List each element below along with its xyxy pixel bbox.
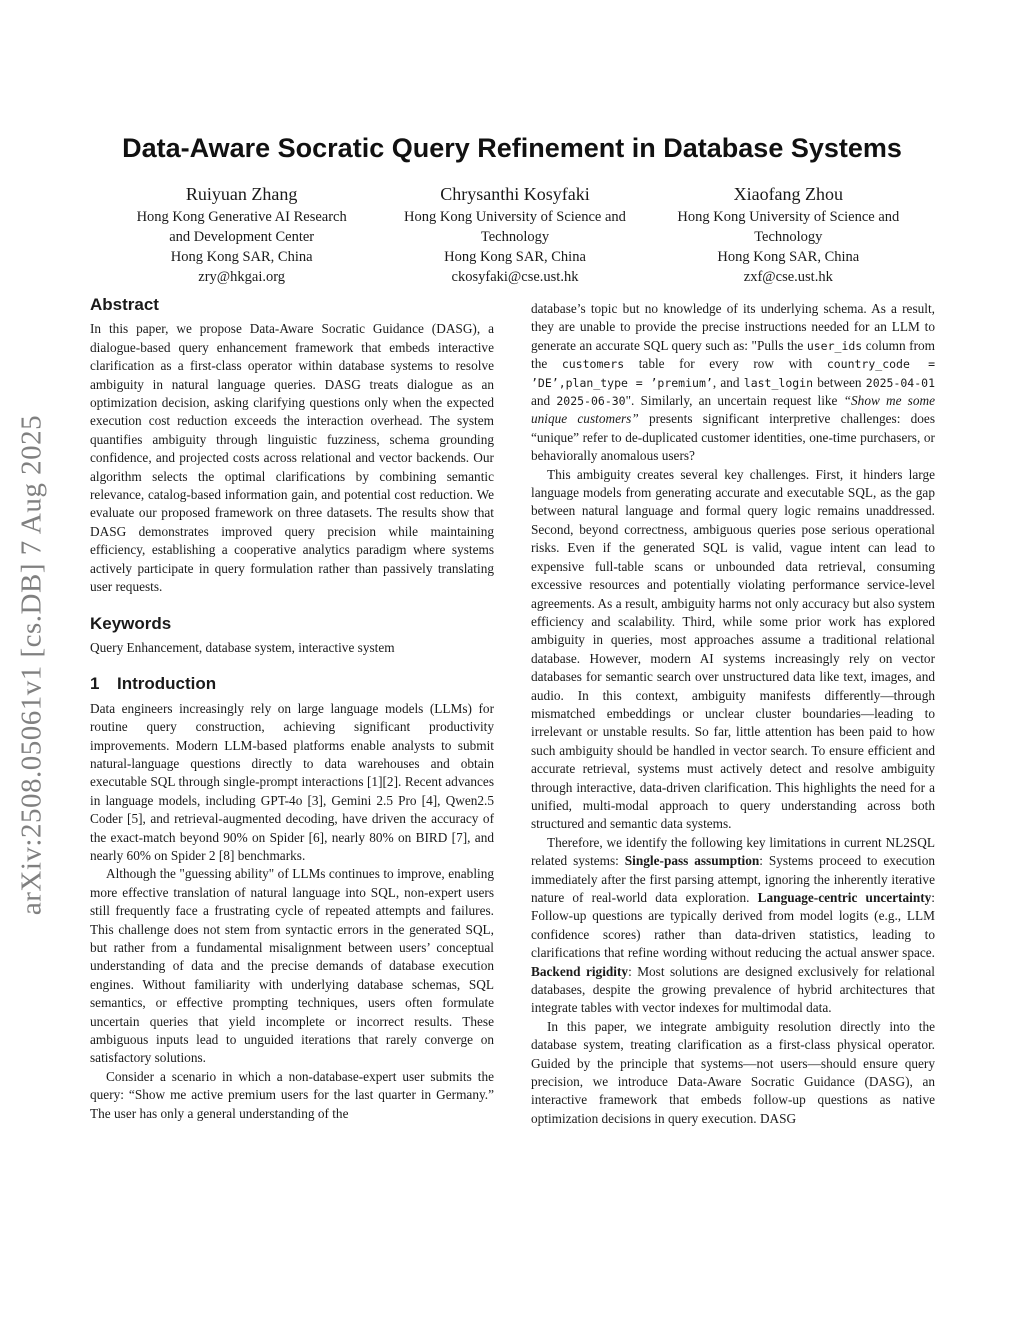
author-affiliation: Hong Kong Generative AI Research [136, 209, 347, 225]
intro-paragraph-5: This ambiguity creates several key challenges. First, it hinders large language models from generating accurate and executable SQL, as the gap between natural language and formal query logic remains unaddressed. Second, beyond correctness, ambiguous queries pose serious operational risks. Even if the generated SQL is valid, vague intent can lead to expensive full-table scans or unbounded data retrieval, consuming excessive resources and potentially violating performance service-level agreements. As a result, ambiguity harms not only accuracy but also system efficiency and scalability. Third, while some prior work has explored ambiguity in queries, most approaches assume a traditional relational database. However, modern AI systems increasingly rely on vector databases for semantic search over unstructured data like text, images, and audio. In this context, ambiguity manifests differently—through mismatched embeddings or unclear cluster boundaries—leading to irrelevant or unstable results. So far, little attention has been paid to how such ambiguity should be handled in vector search. To ensure efficient and accurate retrieval, systems must actively detect and resolve ambiguity through interactive, data-driven clarification. This highlights the need for a unified, multi-modal approach to query understanding across both structured and semantic data systems. [531, 466, 935, 832]
section-title: Introduction [117, 674, 217, 694]
author-email: ckosyfaki@cse.ust.hk [451, 269, 579, 285]
author-3 [652, 182, 925, 287]
author-block [105, 182, 925, 287]
code-condition: country_code = ’DE’,plan_type = ’premium’ [531, 357, 935, 390]
author-location: Hong Kong SAR, China [444, 249, 586, 265]
arxiv-identifier: arXiv:2508.05061v1 [cs.DB] 7 Aug 2025 [15, 414, 48, 916]
code-last-login: last_login [743, 375, 814, 390]
limitation-2-term: Language-centric uncertainty [757, 890, 932, 905]
keywords-text: Query Enhancement, database system, interactive system [90, 639, 395, 655]
limitation-3-term: Backend rigidity [531, 963, 629, 979]
code-date-start: 2025-04-01 [865, 375, 936, 390]
author-email: zxf@cse.ust.hk [743, 269, 833, 285]
author-location: Hong Kong SAR, China [170, 249, 313, 265]
author-1 [105, 182, 378, 287]
author-name: Xiaofang Zhou [733, 184, 844, 204]
author-affiliation-cont: Technology [480, 229, 550, 245]
author-affiliation: Hong Kong University of Science and [677, 209, 900, 225]
section-number: 1 [90, 674, 100, 694]
author-name: Ruiyuan Zhang [185, 184, 298, 204]
code-date-end: 2025-06-30 [556, 394, 626, 409]
intro-paragraph-4: database’s topic but no knowledge of its underlying schema. As a result, they are unable to provide the precise instructions needed for an LLM to generate an accurate SQL query such as: "Pulls the user_ids column from the customers table for every row with country_code = ’DE’,plan_type = ’premium’, and last_login between 2025-04-01 and 2025-06-30". Similarly, an uncertain request like “Show me some unique customers” presents significant interpretive challenges: does “unique” refer to de-duplicated customer identities, one-time purchasers, or behaviorally anomalous users? [531, 301, 936, 464]
author-affiliation: Hong Kong University of Science and [404, 209, 626, 225]
right-column [531, 300, 935, 1128]
paper-title: Data-Aware Socratic Query Refinement in Database Systems [122, 133, 902, 163]
intro-paragraph-1: Data engineers increasingly rely on large language models (LLMs) for routine query construction, achieving significant productivity improvements. Modern LLM-based platforms enable analysts to submit natural-language questions directly to data warehouses and obtain executable SQL through single-prompt interactions [1][2]. Recent advances in language models, including GPT-4o [3], Gemini 2.5 Pro [4], Qwen2.5 Coder [5], and retrieval-augmented decoding, have driven the accuracy of the exact-match beyond 90% on Spider [6], nearly 80% on BIRD [7], and nearly 60% on Spider 2 [8] benchmarks. [90, 700, 494, 863]
intro-paragraph-3: Consider a scenario in which a non-database-expert user submits the query: “Show me active premium users for the last quarter in Germany.” The user has only a general understanding of the [90, 1068, 494, 1121]
author-location: Hong Kong SAR, China [717, 249, 860, 265]
intro-paragraph-2: Although the "guessing ability" of LLMs continues to improve, enabling more effective translation of natural language into SQL, non-expert users still frequently face a frustrating cycle of repeated attempts and failures. This challenge does not stem from syntactic errors in the generated SQL, but rather from a fundamental misalignment between users’ conceptual understanding of data and the precise demands of database execution engines. Without familiarity with underlying database schemas, SQL semantics, or effective prompting techniques, users often formulate uncertain queries that yield incomplete or incorrect results. These ambiguous inputs lead to unguided iterations that rarely converge on satisfactory solutions. [90, 866, 494, 1066]
limitation-1-term: Single-pass assumption [624, 853, 760, 869]
code-customers: customers [561, 357, 625, 372]
author-email: zry@hkgai.org [198, 269, 286, 285]
intro-paragraph-7: In this paper, we integrate ambiguity resolution directly into the database system, treating clarification as a first-class physical operator. Guided by the principle that systems—not users—should ensure query precision, we introduce Data-Aware Socratic Guidance (DASG), an interactive framework that embeds follow-up questions as native optimization decisions in query execution. DASG [531, 1018, 935, 1126]
author-affiliation-cont: and Development Center [169, 229, 315, 245]
author-affiliation-cont: Technology [754, 229, 823, 245]
arxiv-identifier-margin [0, 375, 64, 955]
author-name: Chrysanthi Kosyfaki [440, 184, 590, 204]
intro-paragraph-6: Therefore, we identify the following key limitations in current NL2SQL related systems: Single-pass assumption: Systems proceed to execution immediately after the first parsing attempt, ignoring the inherently iterative nature of real-world data exploration. Language-centric uncertainty: Follow-up questions are typically derived from model logits (e.g., LLM confidence scores) rather than data-driven statistics, leading to clarifications that refine wording without reducing the actual answer space. Backend rigidity: Most solutions are designed exclusively for relational databases, despite the growing prevalence of hybrid architectures that integrate tables with vector indexes for multimodal data. [531, 834, 936, 1016]
code-user-ids: user_ids [806, 338, 863, 353]
section-heading [90, 675, 494, 693]
abstract-text: In this paper, we propose Data-Aware Socratic Guidance (DASG), a dialogue-based query enhancement framework that embeds interactive clarification as a first-class operator within database systems to resolve ambiguity in natural language queries. DASG treats dialogue as an optimization decision, asking clarifying questions only when the expected execution cost reduction exceeds the interaction overhead. The system quantifies ambiguity through linguistic fuzziness, schema grounding confidence, and projected costs across relational and vector backends. Our algorithm selects the optimal clarifications by combining semantic relevance, catalog-based information gain, and potential cost reduction. We evaluate our proposed framework on three datasets. The results show that DASG demonstrates improved query precision while maintaining efficiency, establishing a cooperative analytics paradigm where systems actively participate in query formulation rather than passively translating user requests. [90, 321, 494, 595]
example-quote: “Show me some unique customers” [531, 393, 935, 427]
left-column [90, 296, 494, 1123]
abstract-heading: Abstract [90, 295, 159, 314]
keywords-heading: Keywords [90, 613, 172, 633]
author-2 [378, 182, 651, 287]
